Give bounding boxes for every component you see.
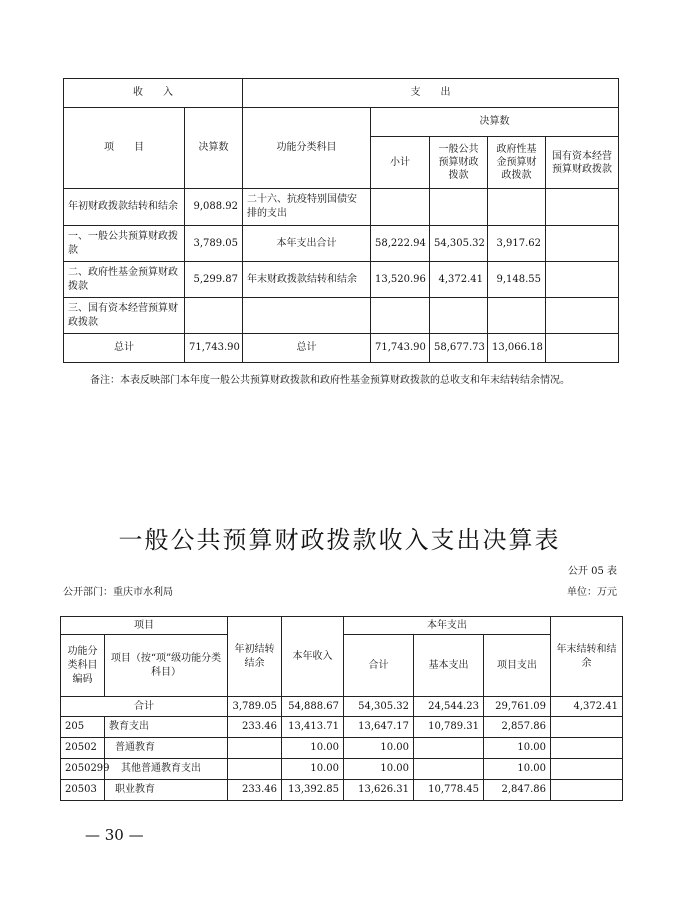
row-code: 20502 (61, 738, 105, 759)
general-budget-income-expenditure-table (60, 616, 623, 801)
row-total: 10.00 (344, 759, 414, 780)
row-amount: 5,299.87 (185, 262, 243, 298)
row-subject: 本年支出合计 (243, 226, 371, 262)
total-subject: 总计 (243, 334, 371, 363)
total-label: 总计 (64, 334, 185, 363)
expenditure-header: 支 出 (243, 79, 619, 108)
row-code: 2050299 (61, 759, 105, 780)
total-row (61, 697, 623, 717)
basic-header: 基本支出 (414, 635, 484, 697)
row-subtotal (371, 189, 430, 226)
row-amount: 3,789.05 (185, 226, 243, 262)
total-fund: 13,066.18 (488, 334, 546, 363)
row-general (430, 298, 488, 334)
total-general: 58,677.73 (430, 334, 488, 363)
row-closing (551, 738, 623, 759)
row-code: 205 (61, 717, 105, 738)
project-header: 项目 (61, 617, 228, 635)
row-fund: 9,148.55 (488, 262, 546, 298)
row-code: 20503 (61, 780, 105, 801)
unit-label: 单位：万元 (567, 587, 617, 598)
row-total: 13,647.17 (344, 717, 414, 738)
state-capital-header: 国有资本经营预算财政拨款 (546, 137, 619, 189)
final-amount-header: 决算数 (185, 108, 243, 189)
row-basic (414, 738, 484, 759)
row-opening: 233.46 (228, 780, 282, 801)
total-label: 合计 (61, 697, 228, 717)
row-name: 普通教育 (105, 738, 228, 759)
row-name: 其他普通教育支出 (105, 759, 228, 780)
row-project: 2,857.86 (484, 717, 551, 738)
table-row (64, 189, 619, 226)
row-basic (414, 759, 484, 780)
row-capital (546, 262, 619, 298)
row-amount (185, 298, 243, 334)
table-row (64, 298, 619, 334)
row-subtotal: 58,222.94 (371, 226, 430, 262)
row-item: 一、一般公共预算财政拨款 (64, 226, 185, 262)
general-budget-header: 一般公共预算财政拨款 (430, 137, 488, 189)
table-id: 公开 05 表 (567, 566, 617, 577)
table-row (61, 759, 623, 780)
total-project: 29,761.09 (484, 697, 551, 717)
name-header: 项目（按“项”级功能分类科目） (105, 635, 228, 697)
total-amount: 71,743.90 (185, 334, 243, 363)
total-capital (546, 334, 619, 363)
income-header: 收 入 (64, 79, 243, 108)
row-amount: 9,088.92 (185, 189, 243, 226)
fiscal-allocation-summary-table (63, 78, 619, 363)
item-header: 项 目 (64, 108, 185, 189)
row-project: 10.00 (484, 759, 551, 780)
row-subtotal (371, 298, 430, 334)
income-header: 本年收入 (282, 617, 344, 697)
total-subtotal: 71,743.90 (371, 334, 430, 363)
fund-budget-header: 政府性基金预算财政拨款 (488, 137, 546, 189)
row-closing (551, 780, 623, 801)
func-subject-header: 功能分类科目 (243, 108, 371, 189)
row-general (430, 189, 488, 226)
row-capital (546, 226, 619, 262)
closing-header: 年末结转和结余 (551, 617, 623, 697)
opening-header: 年初结转结余 (228, 617, 282, 697)
row-capital (546, 189, 619, 226)
table-row (61, 717, 623, 738)
code-header: 功能分类科目编码 (61, 635, 105, 697)
row-fund (488, 189, 546, 226)
row-closing (551, 759, 623, 780)
row-capital (546, 298, 619, 334)
page-title: 一般公共预算财政拨款收入支出决算表 (118, 526, 561, 554)
total-closing: 4,372.41 (551, 697, 623, 717)
project-exp-header: 项目支出 (484, 635, 551, 697)
row-opening (228, 738, 282, 759)
row-project: 10.00 (484, 738, 551, 759)
total-basic: 24,544.23 (414, 697, 484, 717)
row-item: 年初财政拨款结转和结余 (64, 189, 185, 226)
row-name: 职业教育 (105, 780, 228, 801)
row-income: 13,413.71 (282, 717, 344, 738)
row-basic: 10,789.31 (414, 717, 484, 738)
final-amount-group-header: 决算数 (371, 108, 619, 137)
row-opening (228, 759, 282, 780)
total-row (64, 334, 619, 363)
subtotal-header: 小计 (371, 137, 430, 189)
table-note: 备注：本表反映部门本年度一般公共预算财政拨款和政府性基金预算财政拨款的总收支和年末结转结余情况。 (90, 375, 570, 386)
exp-total-header: 合计 (344, 635, 414, 697)
row-closing (551, 717, 623, 738)
table-row (64, 226, 619, 262)
table-row (61, 780, 623, 801)
total-income: 54,888.67 (282, 697, 344, 717)
row-item: 三、国有资本经营预算财政拨款 (64, 298, 185, 334)
row-subtotal: 13,520.96 (371, 262, 430, 298)
row-name: 教育支出 (105, 717, 228, 738)
row-fund (488, 298, 546, 334)
expenditure-group-header: 本年支出 (344, 617, 551, 635)
department-label: 公开部门：重庆市水利局 (63, 587, 173, 598)
total-opening: 3,789.05 (228, 697, 282, 717)
row-income: 13,392.85 (282, 780, 344, 801)
page-number: — 30 — (85, 826, 144, 844)
table-row (61, 738, 623, 759)
row-subject (243, 298, 371, 334)
row-general: 4,372.41 (430, 262, 488, 298)
row-subject: 年末财政拨款结转和结余 (243, 262, 371, 298)
row-subject: 二十六、抗疫特别国债安排的支出 (243, 189, 371, 226)
table-row (64, 262, 619, 298)
row-income: 10.00 (282, 738, 344, 759)
row-income: 10.00 (282, 759, 344, 780)
row-fund: 3,917.62 (488, 226, 546, 262)
row-total: 13,626.31 (344, 780, 414, 801)
row-opening: 233.46 (228, 717, 282, 738)
row-general: 54,305.32 (430, 226, 488, 262)
row-project: 2,847.86 (484, 780, 551, 801)
row-basic: 10,778.45 (414, 780, 484, 801)
row-item: 二、政府性基金预算财政拨款 (64, 262, 185, 298)
total-expenditure: 54,305.32 (344, 697, 414, 717)
row-total: 10.00 (344, 738, 414, 759)
